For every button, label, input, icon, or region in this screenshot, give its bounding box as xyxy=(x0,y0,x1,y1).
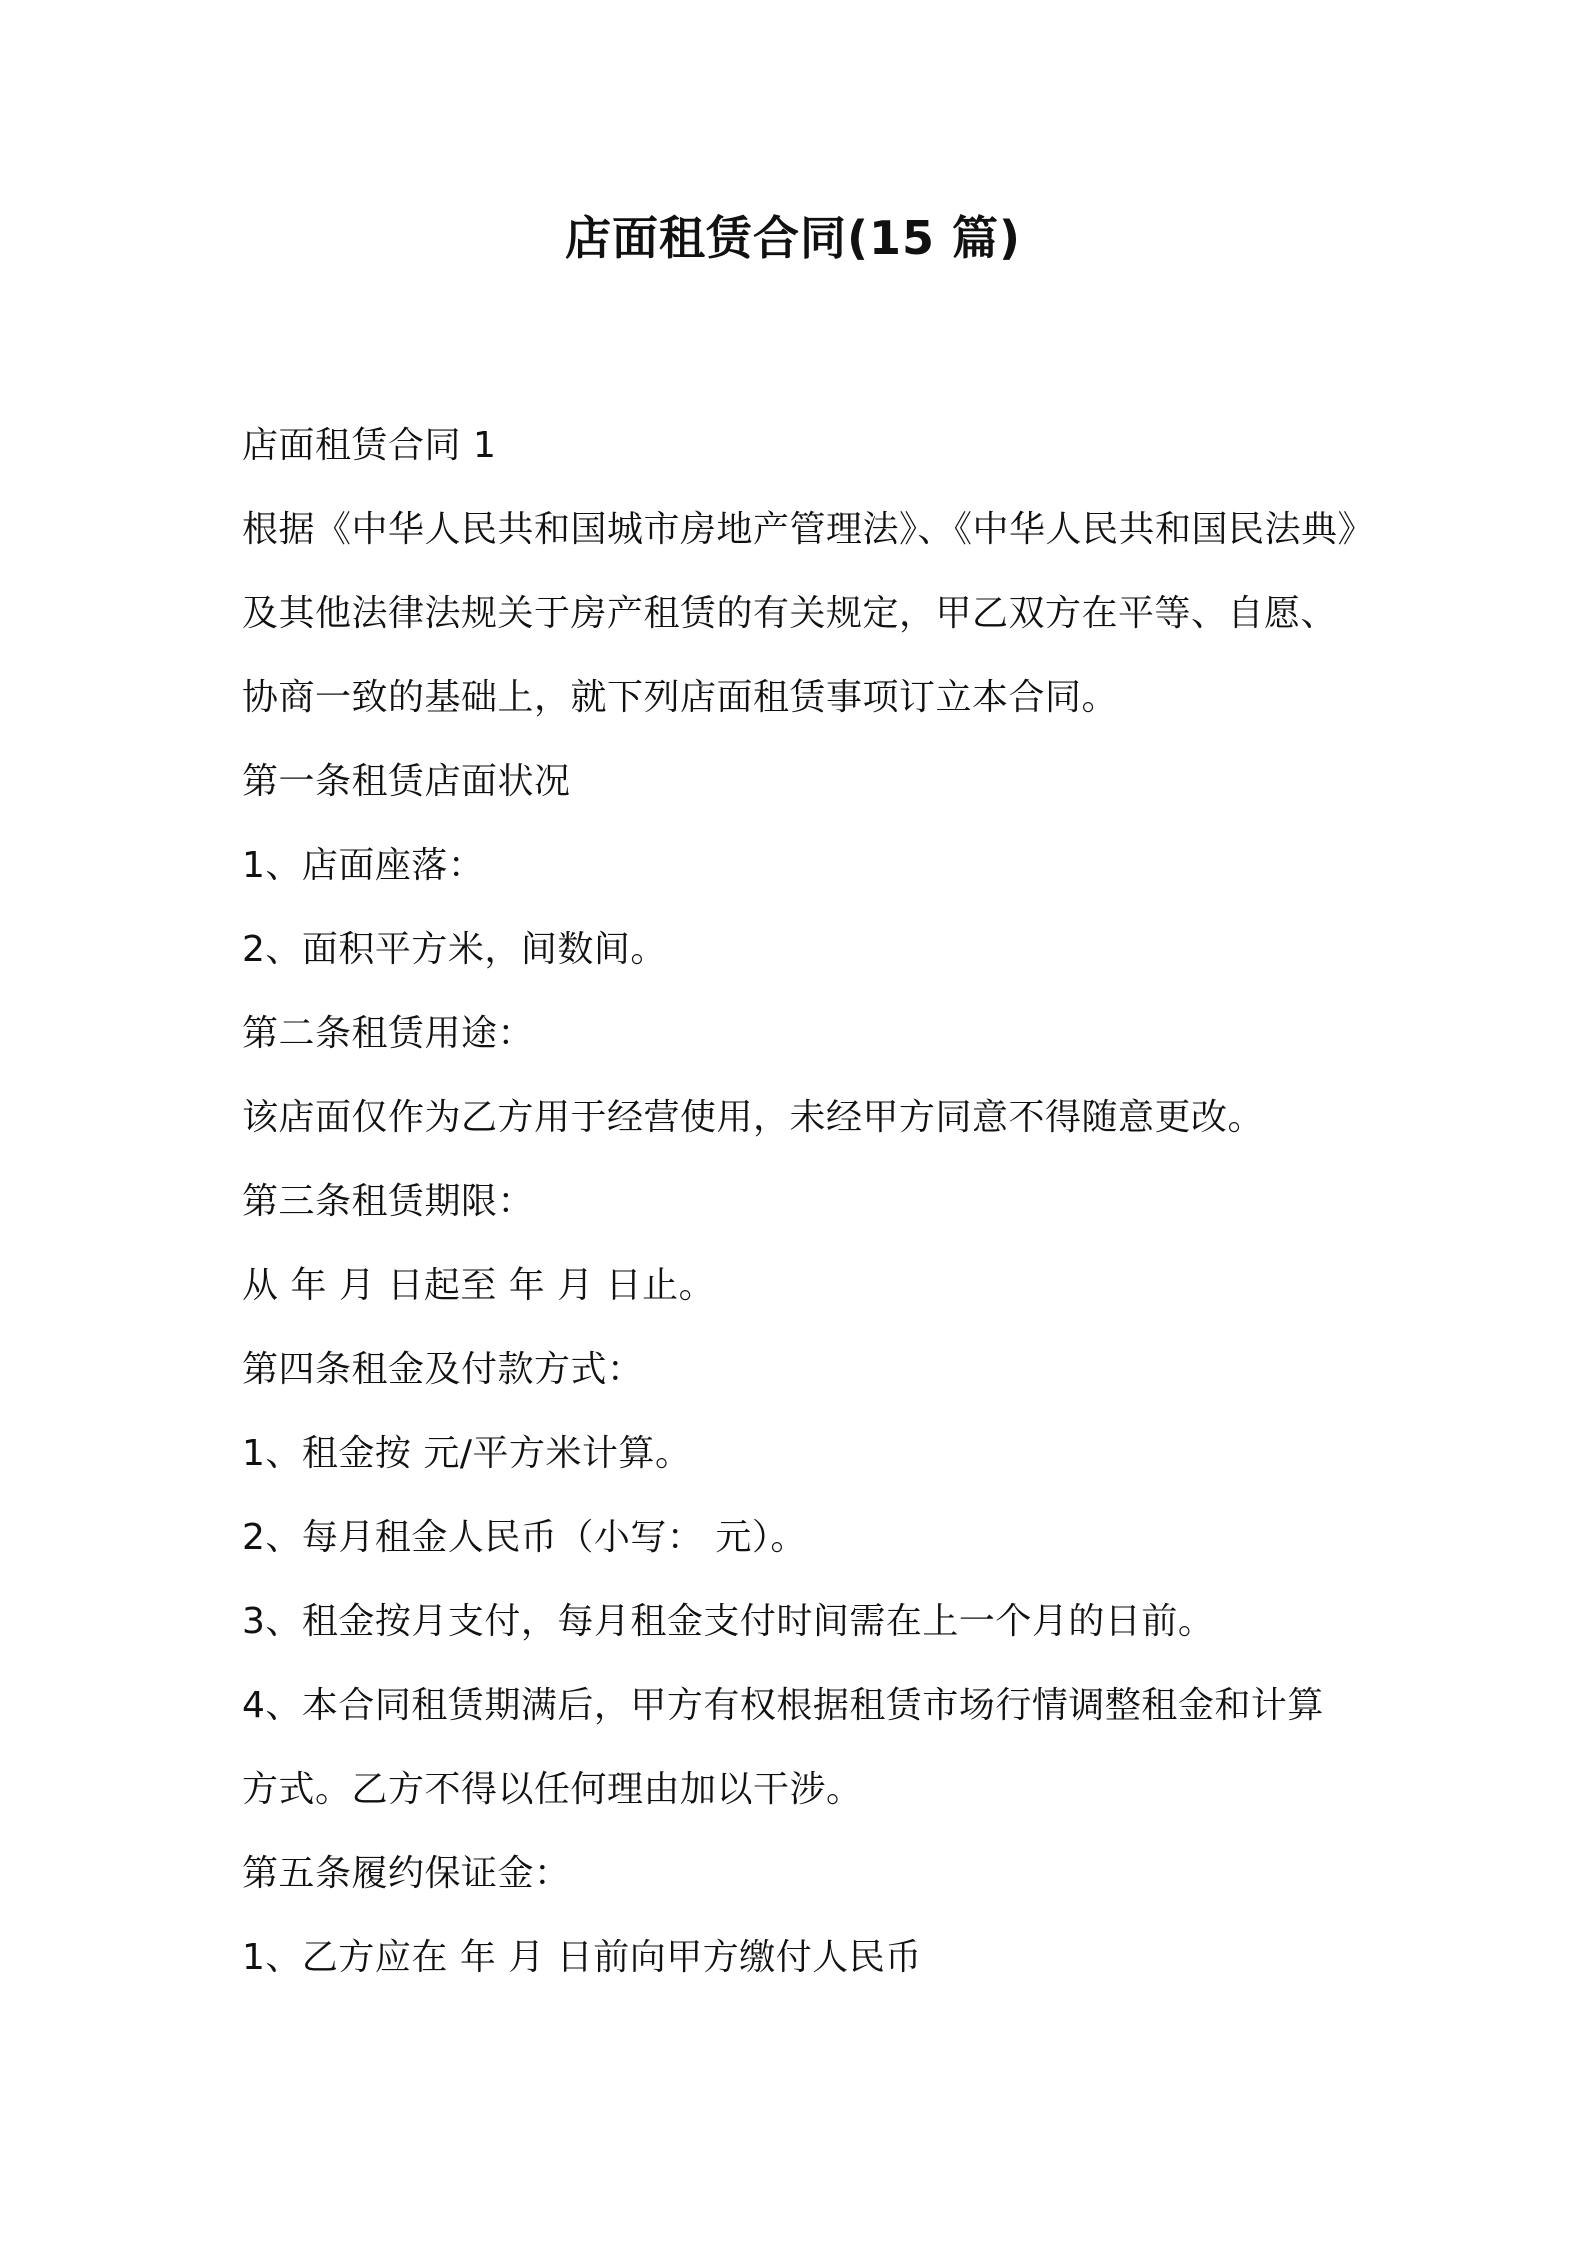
article-heading: 第三条租赁期限： xyxy=(242,1181,535,1222)
paragraph-line: 根据《中华人民共和国城市房地产管理法》、《中华人民共和国民法典》 xyxy=(242,509,1375,550)
article-heading: 第二条租赁用途： xyxy=(242,1013,535,1054)
document-body xyxy=(242,404,1375,2000)
document-title: 店面租赁合同(15 篇) xyxy=(564,211,1022,265)
article-heading: 第五条履约保证金： xyxy=(242,1853,571,1894)
clause-line: 方式。乙方不得以任何理由加以干涉。 xyxy=(242,1769,863,1810)
clause-line: 1、店面座落： xyxy=(242,845,485,886)
clause-line: 2、每月租金人民币（小写： 元）。 xyxy=(242,1517,807,1558)
paragraph-line: 从 年 月 日起至 年 月 日止。 xyxy=(242,1265,716,1306)
section-heading-contract-1: 店面租赁合同 1 xyxy=(242,425,497,466)
clause-line: 2、面积平方米，间数间。 xyxy=(242,929,667,970)
clause-line: 1、乙方应在 年 月 日前向甲方缴付人民币 xyxy=(242,1937,922,1978)
paragraph-line: 及其他法律法规关于房产租赁的有关规定，甲乙双方在平等、自愿、 xyxy=(242,593,1338,634)
clause-line: 1、租金按 元/平方米计算。 xyxy=(242,1433,692,1474)
paragraph-line: 协商一致的基础上，就下列店面租赁事项订立本合同。 xyxy=(242,677,1119,718)
paragraph-line: 该店面仅作为乙方用于经营使用，未经甲方同意不得随意更改。 xyxy=(242,1097,1265,1138)
clause-line: 3、租金按月支付，每月租金支付时间需在上一个月的日前。 xyxy=(242,1601,1215,1642)
article-heading: 第一条租赁店面状况 xyxy=(242,761,571,802)
clause-line: 4、本合同租赁期满后，甲方有权根据租赁市场行情调整租金和计算 xyxy=(242,1685,1324,1726)
article-heading: 第四条租金及付款方式： xyxy=(242,1349,644,1390)
